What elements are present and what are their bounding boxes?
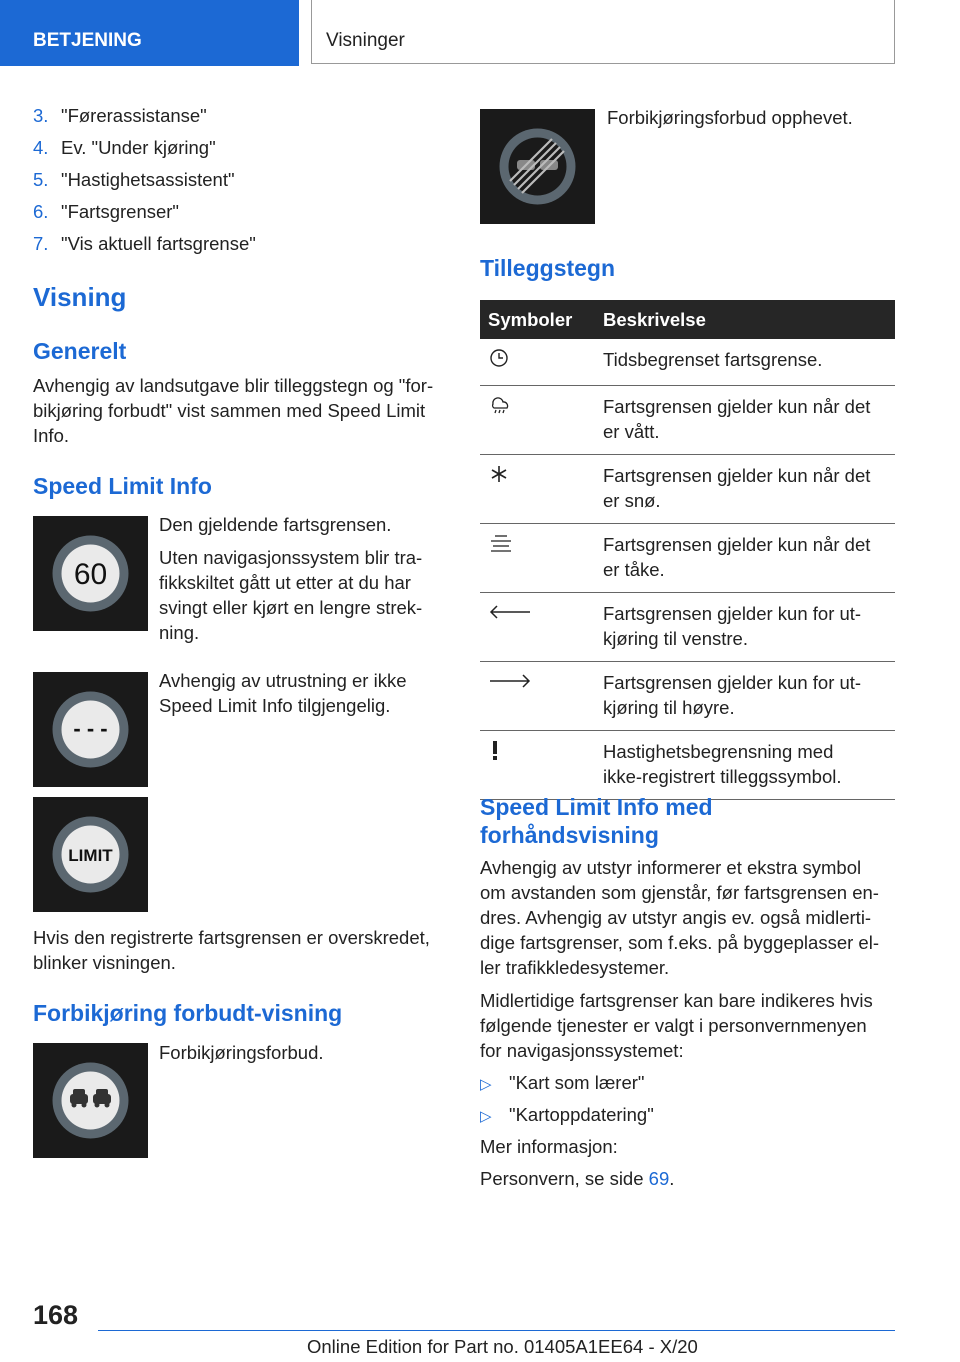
table-row: Fartsgrensen gjelder kun for ut- kjøring til høyre. [480, 662, 895, 731]
column-header-symbols: Symboler [480, 300, 603, 339]
preview-text-1: Avhengig av utstyr informerer et ekstra symbol om avstanden som gjenstår, før fartsgrensen en- dres. Avhengig av utstyr angis ev. også midlerti- dige fartsgrenser, som f.eks. på byggeplasser el- ler trafikkledesystemer. [480, 857, 879, 978]
sign-60-value: 60 [73, 558, 108, 591]
table-row: Hastighetsbegrensning med ikke-registrert tilleggssymbol. [480, 731, 895, 800]
bullet-item: ▷ "Kartoppdatering" [480, 1102, 654, 1129]
table-header-row [480, 300, 895, 339]
speed-limit-text-3: Avhengig av utrustning er ikke Speed Limit Info tilgjengelig. [159, 670, 407, 716]
bullet-item: ▷ "Kart som lærer" [480, 1070, 644, 1097]
privacy-reference: Personvern, se side 69. [480, 1168, 675, 1189]
tilleggstegn-table [480, 300, 895, 800]
table-row: Fartsgrensen gjelder kun når det er vått. [480, 386, 895, 455]
snowflake-icon [488, 468, 510, 489]
table-row: Fartsgrensen gjelder kun for ut- kjøring til venstre. [480, 593, 895, 662]
page-69-link[interactable]: 69 [648, 1168, 670, 1189]
visning-heading: Visning [33, 282, 127, 312]
sign-dashes-value: - - - [73, 716, 108, 741]
more-info-label: Mer informasjon: [480, 1136, 618, 1157]
triangle-bullet-icon: ▷ [480, 1108, 492, 1125]
sign-limit-value: LIMIT [68, 846, 113, 865]
speed-limit-text-1: Den gjeldende fartsgrensen. [159, 514, 392, 535]
preview-heading: Speed Limit Info med forhåndsvisning [480, 794, 713, 848]
list-item: 4. Ev. "Under kjøring" [33, 137, 216, 158]
footer-divider [98, 1330, 895, 1331]
clock-icon [488, 352, 510, 373]
list-item: 5. "Hastighetsassistent" [33, 169, 235, 190]
forbikjoring-text-2: Forbikjøringsforbud opphevet. [607, 107, 853, 128]
table-row: Fartsgrensen gjelder kun når det er snø. [480, 455, 895, 524]
overtaking-lifted-sign-image [480, 109, 595, 224]
arrow-left-icon [488, 606, 532, 627]
exclamation-icon [488, 744, 502, 765]
chapter-title: Visninger [326, 30, 405, 51]
preview-text-2: Midlertidige fartsgrenser kan bare indikeres hvis følgende tjenester er valgt i personvernmenyen for navigasjonssystemet: [480, 990, 873, 1061]
list-item: 3. "Førerassistanse" [33, 105, 207, 126]
speed-sign-limit-image [33, 797, 148, 912]
table-row: Tidsbegrenset fartsgrense. [480, 339, 895, 386]
section-tab [0, 0, 299, 66]
page-number: 168 [33, 1300, 79, 1330]
speed-limit-text-2: Uten navigasjonssystem blir tra- fikkskiltet gått ut etter at du har svingt eller kjørt en lengre strek- ning. [159, 547, 423, 643]
rain-icon [488, 399, 512, 420]
section-title: BETJENING [33, 30, 142, 51]
speed-sign-unavailable-image [33, 672, 148, 787]
generelt-text: Avhengig av landsutgave blir tilleggstegn og "for- bikjøring forbudt" vist sammen med Speed Limit Info. [33, 375, 434, 446]
forbikjoring-text-1: Forbikjøringsforbud. [159, 1042, 324, 1063]
list-item: 6. "Fartsgrenser" [33, 201, 180, 222]
chapter-tab [311, 0, 895, 64]
tilleggstegn-heading: Tilleggstegn [480, 255, 616, 281]
arrow-right-icon [488, 675, 532, 696]
generelt-heading: Generelt [33, 338, 127, 364]
no-overtaking-sign-image [33, 1043, 148, 1158]
edition-footer: Online Edition for Part no. 01405A1EE64 - X/20 [307, 1336, 698, 1357]
list-item: 7. "Vis aktuell fartsgrense" [33, 233, 256, 254]
triangle-bullet-icon: ▷ [480, 1076, 492, 1093]
table-row: Fartsgrensen gjelder kun når det er tåke. [480, 524, 895, 593]
fog-icon [488, 537, 514, 558]
speed-limit-text-4: Hvis den registrerte fartsgrensen er overskredet, blinker visningen. [33, 927, 430, 973]
speed-sign-60-image [33, 516, 148, 631]
speed-limit-info-heading: Speed Limit Info [33, 473, 212, 499]
forbikjoring-heading: Forbikjøring forbudt-visning [33, 1000, 343, 1026]
column-header-description: Beskrivelse [603, 300, 895, 339]
